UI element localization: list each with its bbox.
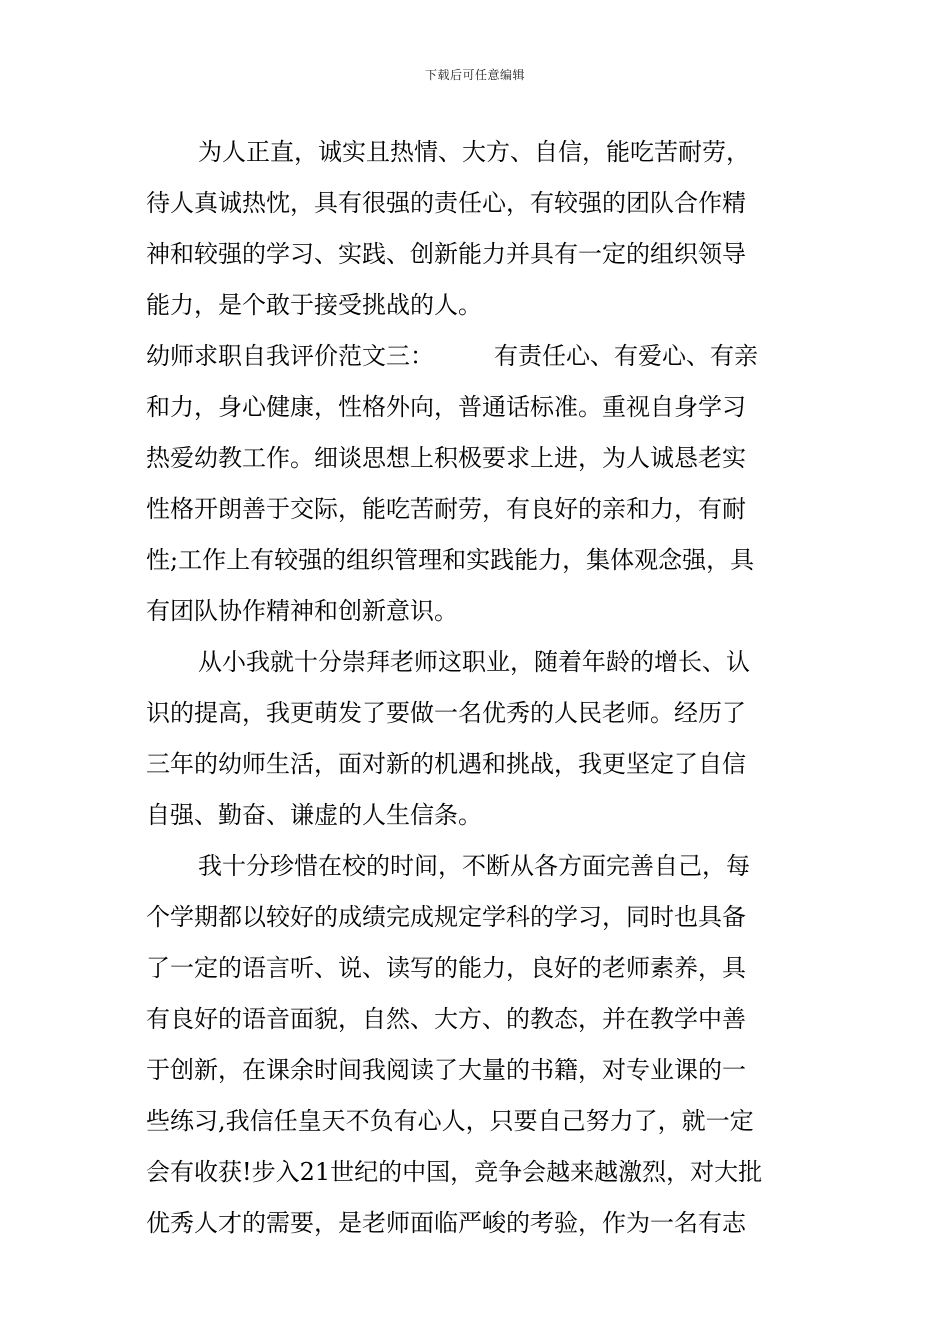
page-header-note: 下载后可任意编辑 bbox=[424, 68, 525, 82]
text-line: 于创新，在课余时间我阅读了大量的书籍，对专业课的一 bbox=[146, 1056, 746, 1084]
text-line: 为人正直，诚实且热情、大方、自信，能吃苦耐劳， bbox=[198, 138, 750, 166]
text-line: 和力，身心健康，性格外向，普通话标准。重视自身学习 bbox=[146, 393, 746, 421]
text-line: 识的提高，我更萌发了要做一名优秀的人民老师。经历了 bbox=[146, 699, 746, 727]
text-line: 有团队协作精神和创新意识。 bbox=[146, 597, 458, 625]
text-line: 个学期都以较好的成绩完成规定学科的学习，同时也具备 bbox=[146, 903, 746, 931]
text-line: 神和较强的学习、实践、创新能力并具有一定的组织领导 bbox=[146, 240, 746, 268]
text-line: 自强、勤奋、谦虚的人生信条。 bbox=[146, 801, 482, 829]
text-line: 些练习,我信任皇天不负有心人，只要自己努力了，就一定 bbox=[146, 1107, 754, 1135]
text-line: 会有收获!步入21世纪的中国，竞争会越来越激烈，对大批 bbox=[146, 1158, 763, 1186]
text-line: 性格开朗善于交际，能吃苦耐劳，有良好的亲和力，有耐 bbox=[146, 495, 746, 523]
document-body bbox=[146, 127, 806, 1249]
text-line: 待人真诚热忱，具有很强的责任心，有较强的团队合作精 bbox=[146, 189, 746, 217]
text-line: 了一定的语言听、说、读写的能力，良好的老师素养，具 bbox=[146, 954, 746, 982]
text-line: 能力，是个敢于接受挑战的人。 bbox=[146, 291, 482, 319]
text-line: 我十分珍惜在校的时间，不断从各方面完善自己，每 bbox=[198, 852, 750, 880]
text-line: 性;工作上有较强的组织管理和实践能力，集体观念强，具 bbox=[146, 546, 755, 574]
text-line: 从小我就十分崇拜老师这职业，随着年龄的增长、认 bbox=[198, 648, 750, 676]
text-line: 优秀人才的需要，是老师面临严峻的考验，作为一名有志 bbox=[146, 1209, 746, 1237]
text-line: 有良好的语音面貌，自然、大方、的教态，并在教学中善 bbox=[146, 1005, 746, 1033]
text-line: 热爱幼教工作。细谈思想上积极要求上进，为人诚恳老实 bbox=[146, 444, 746, 472]
text-line: 三年的幼师生活，面对新的机遇和挑战，我更坚定了自信 bbox=[146, 750, 746, 778]
text-line: 幼师求职自我评价范文三： 有责任心、有爱心、有亲 bbox=[146, 342, 758, 370]
